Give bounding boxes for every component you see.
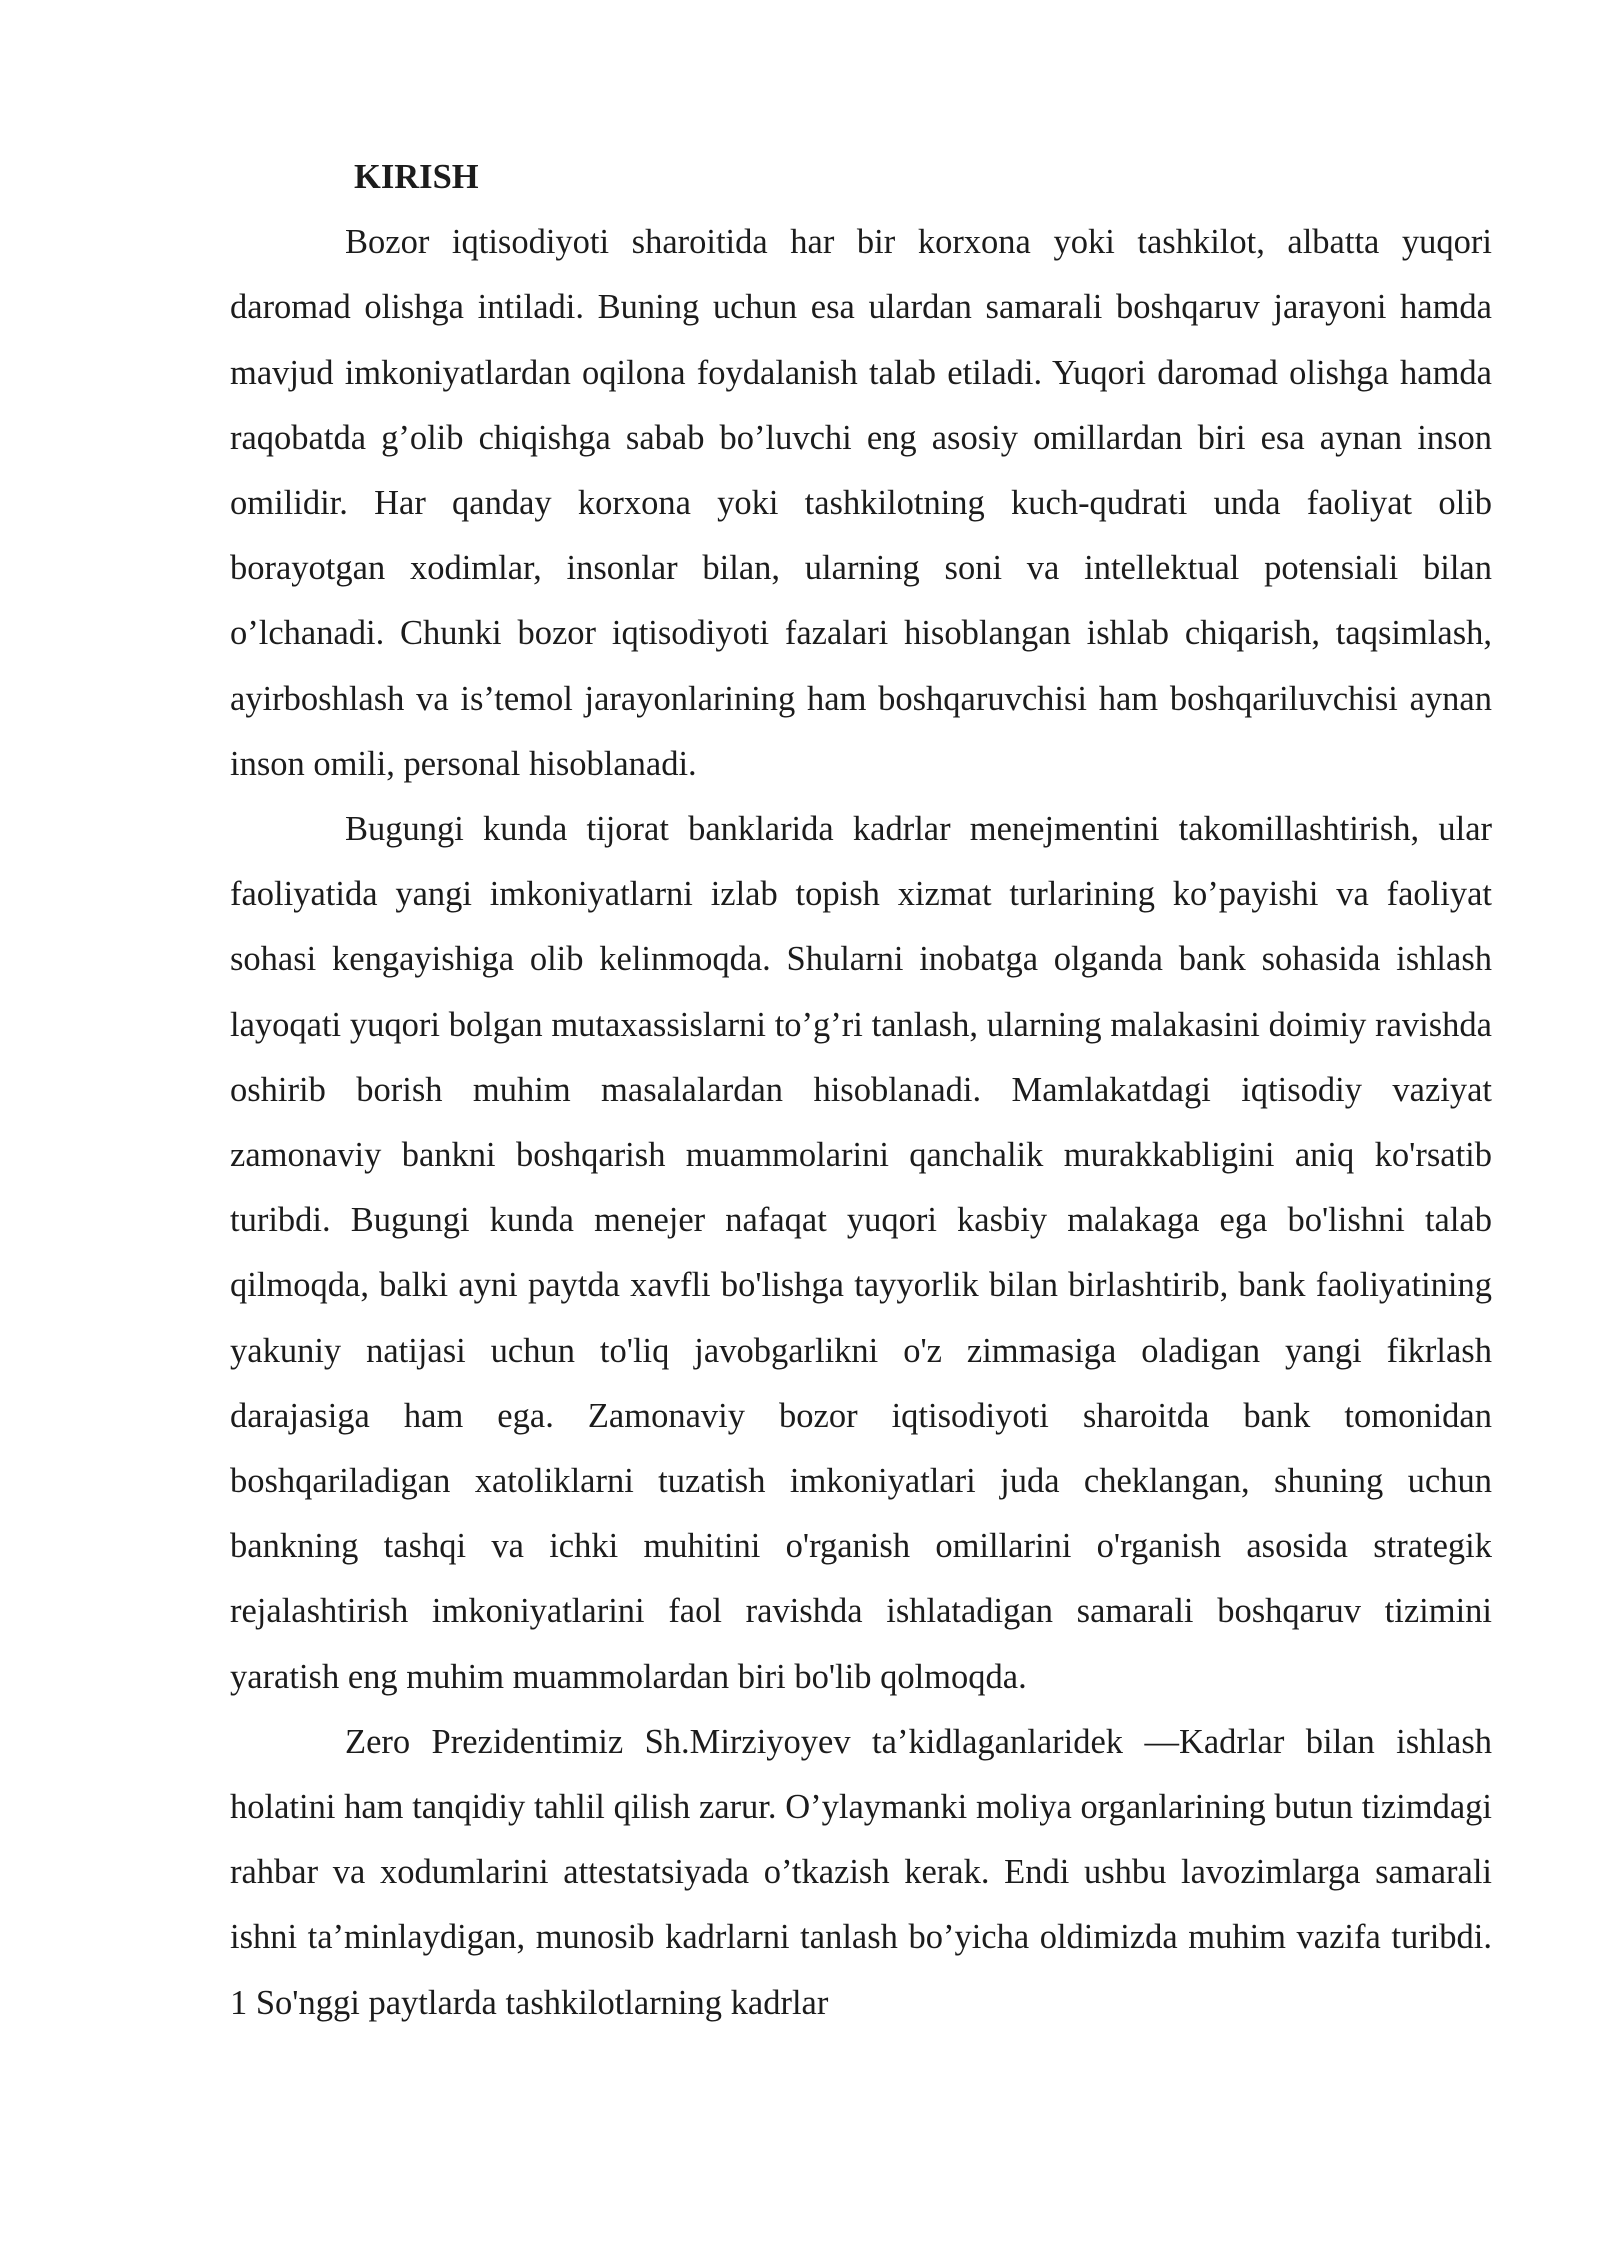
paragraph-3: Zero Prezidentimiz Sh.Mirziyoyev ta’kidlaganlaridek ―Kadrlar bilan ishlash holatini ham tanqidiy tahlil qilish zarur. O’ylaymanki moliya organlarining butun tizimdagi rahbar va xodumlarini attestatsiyada o’tkazish kerak. Endi ushbu lavozimlarga samarali ishni ta’minlaydigan, munosib kadrlarni tanlash bo’yicha oldimizda muhim vazifa turibdi. 1 So'nggi paytlarda tashkilotlarning kadrlar [230,1722,1492,2022]
paragraph-2: Bugungi kunda tijorat banklarida kadrlar menejmentini takomillashtirish, ular faoliyatida yangi imkoniyatlarni izlab topish xizmat turlarining ko’payishi va faoliyat sohasi kengayishiga olib kelinmoqda. Shularni inobatga olganda bank sohasida ishlash layoqati yuqori bolgan mutaxassislarni to’g’ri tanlash, ularning malakasini doimiy ravishda oshirib borish muhim masalalardan hisoblanadi. Mamlakatdagi iqtisodiy vaziyat zamonaviy bankni boshqarish muammolarini qanchalik murakkabligini aniq ko'rsatib turibdi. Bugungi kunda menejer nafaqat yuqori kasbiy malakaga ega bo'lishni talab qilmoqda, balki ayni paytda xavfli bo'lishga tayyorlik bilan birlashtirib, bank faoliyatining yakuniy natijasi uchun to'liq javobgarlikni o'z zimmasiga oladigan yangi fikrlash darajasiga ham ega. Zamonaviy bozor iqtisodiyoti sharoitda bank tomonidan boshqariladigan xatoliklarni tuzatish imkoniyatlari juda cheklangan, shuning uchun bankning tashqi va ichki muhitini o'rganish omillarini o'rganish asosida strategik rejalashtirish imkoniyatlarini faol ravishda ishlatadigan samarali boshqaruv tizimini yaratish eng muhim muammolardan biri bo'lib qolmoqda. [230,810,1492,1696]
paragraph-1: Bozor iqtisodiyoti sharoitida har bir korxona yoki tashkilot, albatta yuqori daromad olishga intiladi. Buning uchun esa ulardan samarali boshqaruv jarayoni hamda mavjud imkoniyatlardan oqilona foydalanish talab etiladi. Yuqori daromad olishga hamda raqobatda g’olib chiqishga sabab bo’luvchi eng asosiy omillardan biri esa aynan inson omilidir. Har qanday korxona yoki tashkilotning kuch-qudrati unda faoliyat olib borayotgan xodimlar, insonlar bilan, ularning soni va intellektual potensiali bilan o’lchanadi. Chunki bozor iqtisodiyoti fazalari hisoblangan ishlab chiqarish, taqsimlash, ayirboshlash va is’temol jarayonlarining ham boshqaruvchisi ham boshqariluvchisi aynan inson omili, personal hisoblanadi. [230,223,1492,783]
section-heading: KIRISH [354,158,479,196]
document-body [230,145,1492,2036]
